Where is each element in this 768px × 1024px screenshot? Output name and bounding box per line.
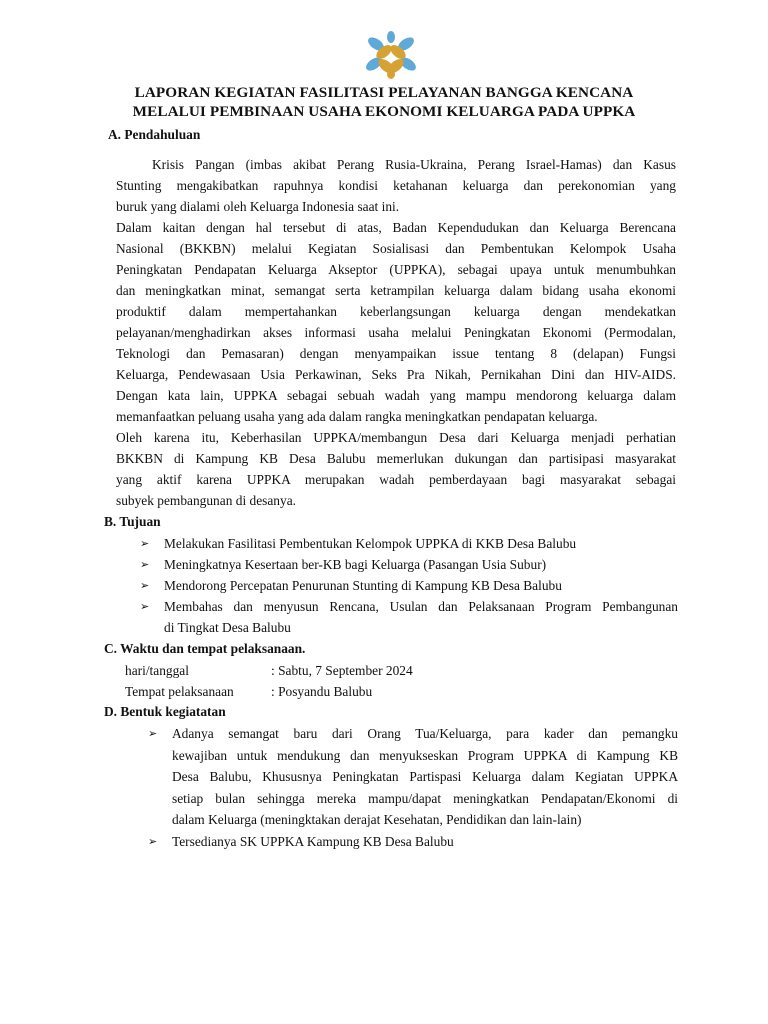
paragraph-line: dan meningkatkan minat, semangat serta ketrampilan keluarga dalam bidang usaha ekonomi [116,283,676,298]
schedule-label: hari/tanggal [125,663,189,678]
schedule-value: : Posyandu Balubu [271,684,373,699]
paragraph-line: memanfaatkan peluang usaha yang ada dalam rangka meningkatkan pendapatan keluarga. [116,409,598,424]
list-item-line: Tersedianya SK UPPKA Kampung KB Desa Balubu [172,833,454,849]
schedule-label: Tempat pelaksanaan [125,684,234,699]
arrow-bullet-icon: ➢ [140,558,150,571]
document-title [40,84,728,121]
list-item-line: kewajiban untuk mendukung dan menyukseskan Program UPPKA di Kampung KB [172,747,678,763]
paragraph-line: subyek pembangunan di desanya. [116,493,296,508]
section-d-heading: D. Bentuk kegiatatan [104,704,226,719]
arrow-bullet-icon: ➢ [148,834,158,848]
section-a-heading: A. Pendahuluan [108,127,201,142]
title-line-2: MELALUI PEMBINAAN USAHA EKONOMI KELUARGA PADA UPPKA [132,102,636,120]
arrow-bullet-icon: ➢ [140,537,150,550]
paragraph-line: Peningkatan Pendapatan Keluarga Akseptor (UPPKA), sebagai upaya untuk menumbuhkan [116,262,676,277]
schedule-row-date [125,660,413,681]
paragraph-line: Stunting mengakibatkan rapuhnya kondisi ketahanan keluarga dan perekonomian yang [116,178,676,193]
logo-emblem-icon [362,30,420,80]
arrow-bullet-icon: ➢ [148,727,158,740]
list-item: ➢ Membahas dan menyusun Rencana, Usulan dan Pelaksanaan Program Pembangunan di Tingkat Desa Balubu [140,596,678,638]
section-c-heading: C. Waktu dan tempat pelaksanaan. [104,641,306,656]
section-d-list [148,723,678,852]
paragraph-line: Dengan kata lain, UPPKA sebagai sebuah wadah yang mampu mendorong keluarga dalam [116,388,676,403]
list-item: ➢ Meningkatnya Kesertaan ber-KB bagi Keluarga (Pasangan Usia Subur) [140,554,678,575]
paragraph-line: Teknologi dan Pemasaran) dengan menyampaikan issue tentang 8 (delapan) Fungsi [116,346,676,361]
paragraph-line: pelayanan/menghadirkan akses informasi usaha melalui Peningkatan Ekonomi (Permodalan, [116,325,676,340]
list-item [148,723,678,831]
paragraph-line: Dalam kaitan dengan hal tersebut di atas, Badan Kependudukan dan Keluarga Berencana [116,220,676,235]
arrow-bullet-icon: ➢ [140,579,150,592]
arrow-bullet-icon: ➢ [140,600,150,613]
list-item-line: Desa Balubu, Khususnya Peningkatan Partispasi Keluarga dalam Kegiatan UPPKA [172,769,678,784]
list-item [148,831,678,853]
paragraph-line: buruk yang dialami oleh Keluarga Indonesia saat ini. [116,199,400,214]
list-item-line: Adanya semangat baru dari Orang Tua/Keluarga, para kader dan pemangku [172,726,678,741]
list-item-line: dalam Keluarga (meningktakan derajat Kesehatan, Pendidikan dan lain-lain) [172,812,582,827]
paragraph-line: yang aktif karena UPPKA merupakan wadah pemberdayaan bagi masyarakat sebagai [116,472,676,487]
paragraph-line: Krisis Pangan (imbas akibat Perang Rusia-Ukraina, Perang Israel-Hamas) dan Kasus [152,157,676,172]
schedule-value: : Sabtu, 7 September 2024 [271,663,413,678]
list-item: ➢ Melakukan Fasilitasi Pembentukan Kelompok UPPKA di KKB Desa Balubu [140,533,678,554]
schedule-row-place [125,681,372,702]
list-item: ➢ Mendorong Percepatan Penurunan Stunting di Kampung KB Desa Balubu [140,575,678,596]
section-a-body [116,154,676,511]
section-b-heading: B. Tujuan [104,514,161,529]
paragraph-line: produktif dalam mempertahankan keberlangsungan keluarga dengan mendekatkan [116,304,676,319]
paragraph-line: Nasional (BKKBN) melalui Kegiatan Sosialisasi dan Pembentukan Kelompok Usaha [116,241,676,256]
section-b-list [140,533,678,638]
paragraph-line: Oleh karena itu, Keberhasilan UPPKA/membangun Desa dari Keluarga menjadi perhatian [116,430,676,445]
paragraph-line: BKKBN di Kampung KB Desa Balubu memerlukan dukungan dan partisipasi masyarakat [116,451,676,466]
list-item-line: setiap bulan sehingga mereka mampu/dapat meningkatkan Pendapatan/Ekonomi di [172,790,678,806]
paragraph-line: Keluarga, Pendewasaan Usia Perkawinan, Seks Pra Nikah, Pernikahan Dini dan HIV-AIDS. [116,367,676,382]
title-line-1: LAPORAN KEGIATAN FASILITASI PELAYANAN BANGGA KENCANA [134,84,634,101]
